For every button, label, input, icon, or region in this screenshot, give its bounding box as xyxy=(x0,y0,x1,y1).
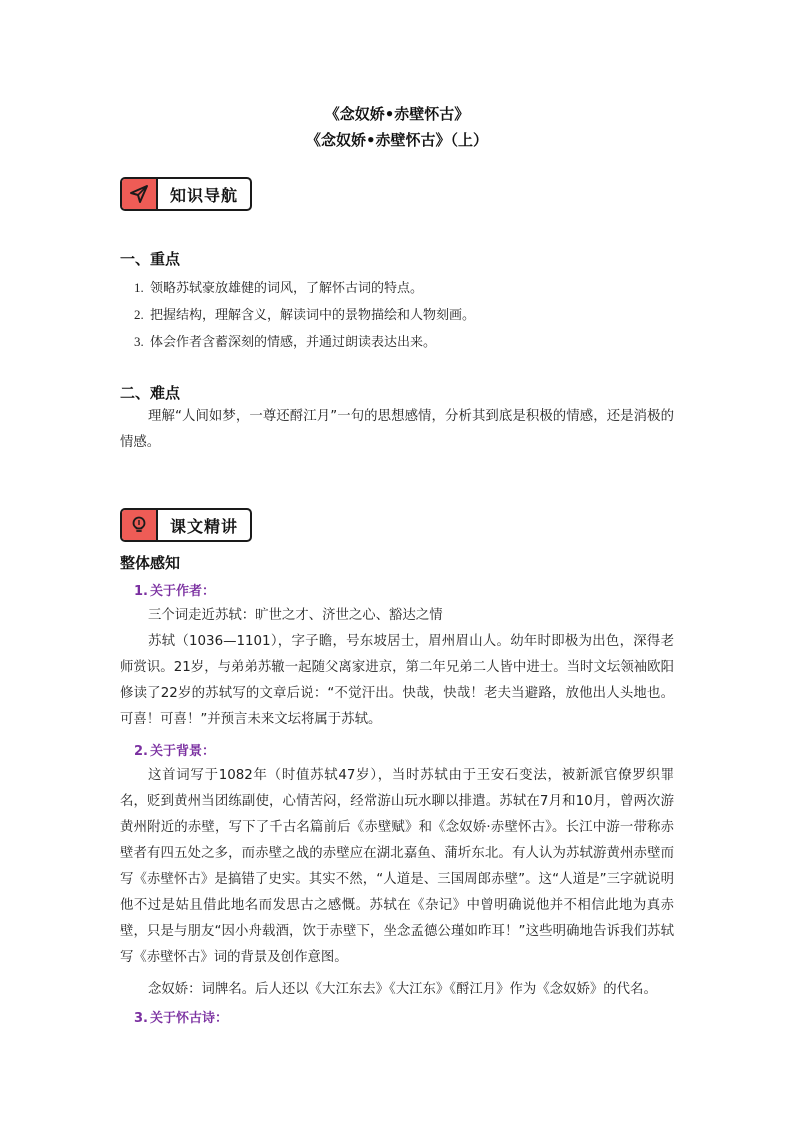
subheading-number: 1. xyxy=(134,584,148,599)
document-title: 《念奴娇•赤壁怀古》 xyxy=(324,105,470,123)
subheading-number: 3. xyxy=(134,1011,148,1026)
lesson-badge xyxy=(120,508,252,542)
author-subheading xyxy=(134,580,215,599)
list-text: 把握结构，理解含义，解读词中的景物描绘和人物刻画。 xyxy=(150,308,476,323)
author-paragraph-2: 苏轼（1036—1101），字子瞻，号东坡居士，眉州眉山人。幼年时即极为出色，深得老师赏识。21岁，与弟弟苏辙一起随父离家进京，第二年兄弟二人皆中进士。当时文坛领袖欧阳修读了22岁的苏轼写的文章后说：“不觉汗出。快哉，快哉！老夫当避路，放他出人头地也。可喜！可喜！”并预言未来文坛将属于苏轼。 xyxy=(120,634,674,727)
subheading-label: 关于背景： xyxy=(150,744,216,759)
subheading-label: 关于作者： xyxy=(150,584,216,599)
subheading-number: 2. xyxy=(134,744,148,759)
list-number: 1. xyxy=(134,280,144,295)
knowledge-nav-badge xyxy=(120,177,252,211)
difficulty-heading: 二、难点 xyxy=(120,384,181,402)
background-subheading xyxy=(134,740,215,759)
subheading-label: 关于怀古诗： xyxy=(150,1011,229,1026)
background-paragraph-2: 念奴娇：词牌名。后人还以《大江东去》《大江东》《酹江月》作为《念奴娇》的代名。 xyxy=(148,982,657,997)
list-number: 3. xyxy=(134,334,144,349)
list-text: 领略苏轼豪放雄健的词风，了解怀古词的特点。 xyxy=(150,281,424,296)
difficulty-paragraph: 理解“人间如梦，一尊还酹江月”一句的思想感情，分析其到底是积极的情感，还是消极的情感。 xyxy=(120,409,674,450)
author-paragraph-1: 三个词走近苏轼：旷世之才、济世之心、豁达之情 xyxy=(148,608,443,623)
list-number: 2. xyxy=(134,307,144,322)
knowledge-nav-label: 知识导航 xyxy=(169,185,238,205)
key-points-heading: 一、重点 xyxy=(120,250,181,268)
lightbulb-icon xyxy=(122,510,158,540)
background-paragraph-1: 这首词写于1082年（时值苏轼47岁），当时苏轼由于王安石变法，被新派官僚罗织罪名，贬到黄州当团练副使，心情苦闷，经常游山玩水聊以排遣。苏轼在7月和10月，曾两次游黄州附近的赤壁，写下了千古名篇前后《赤壁赋》和《念奴娇·赤壁怀古》。长江中游一带称赤壁者有四五处之多，而赤壁之战的赤壁应在湖北嘉鱼、蒲圻东北。有人认为苏轼游黄州赤壁而写《赤壁怀古》是搞错了史实。其实不然，“人道是、三国周郎赤壁”。这“人道是”三字就说明他不过是姑且借此地名而发思古之感慨。苏轼在《杂记》中曾明确说他并不相信此地为真赤壁，只是与朋友“因小舟载酒，饮于赤壁下，坐念孟德公瑾如昨耳！”这些明确地告诉我们苏轼写《赤壁怀古》词的背景及创作意图。 xyxy=(120,768,674,965)
poems-subheading xyxy=(134,1007,228,1026)
list-text: 体会作者含蓄深刻的情感，并通过朗读表达出来。 xyxy=(150,335,437,350)
list-item xyxy=(134,277,423,296)
document-subtitle: 《念奴娇•赤壁怀古》（上） xyxy=(305,131,489,149)
list-item xyxy=(134,331,436,350)
list-item xyxy=(134,304,475,323)
lesson-label: 课文精讲 xyxy=(169,516,238,536)
paper-plane-icon xyxy=(122,179,158,209)
overall-perception-heading: 整体感知 xyxy=(120,554,181,572)
